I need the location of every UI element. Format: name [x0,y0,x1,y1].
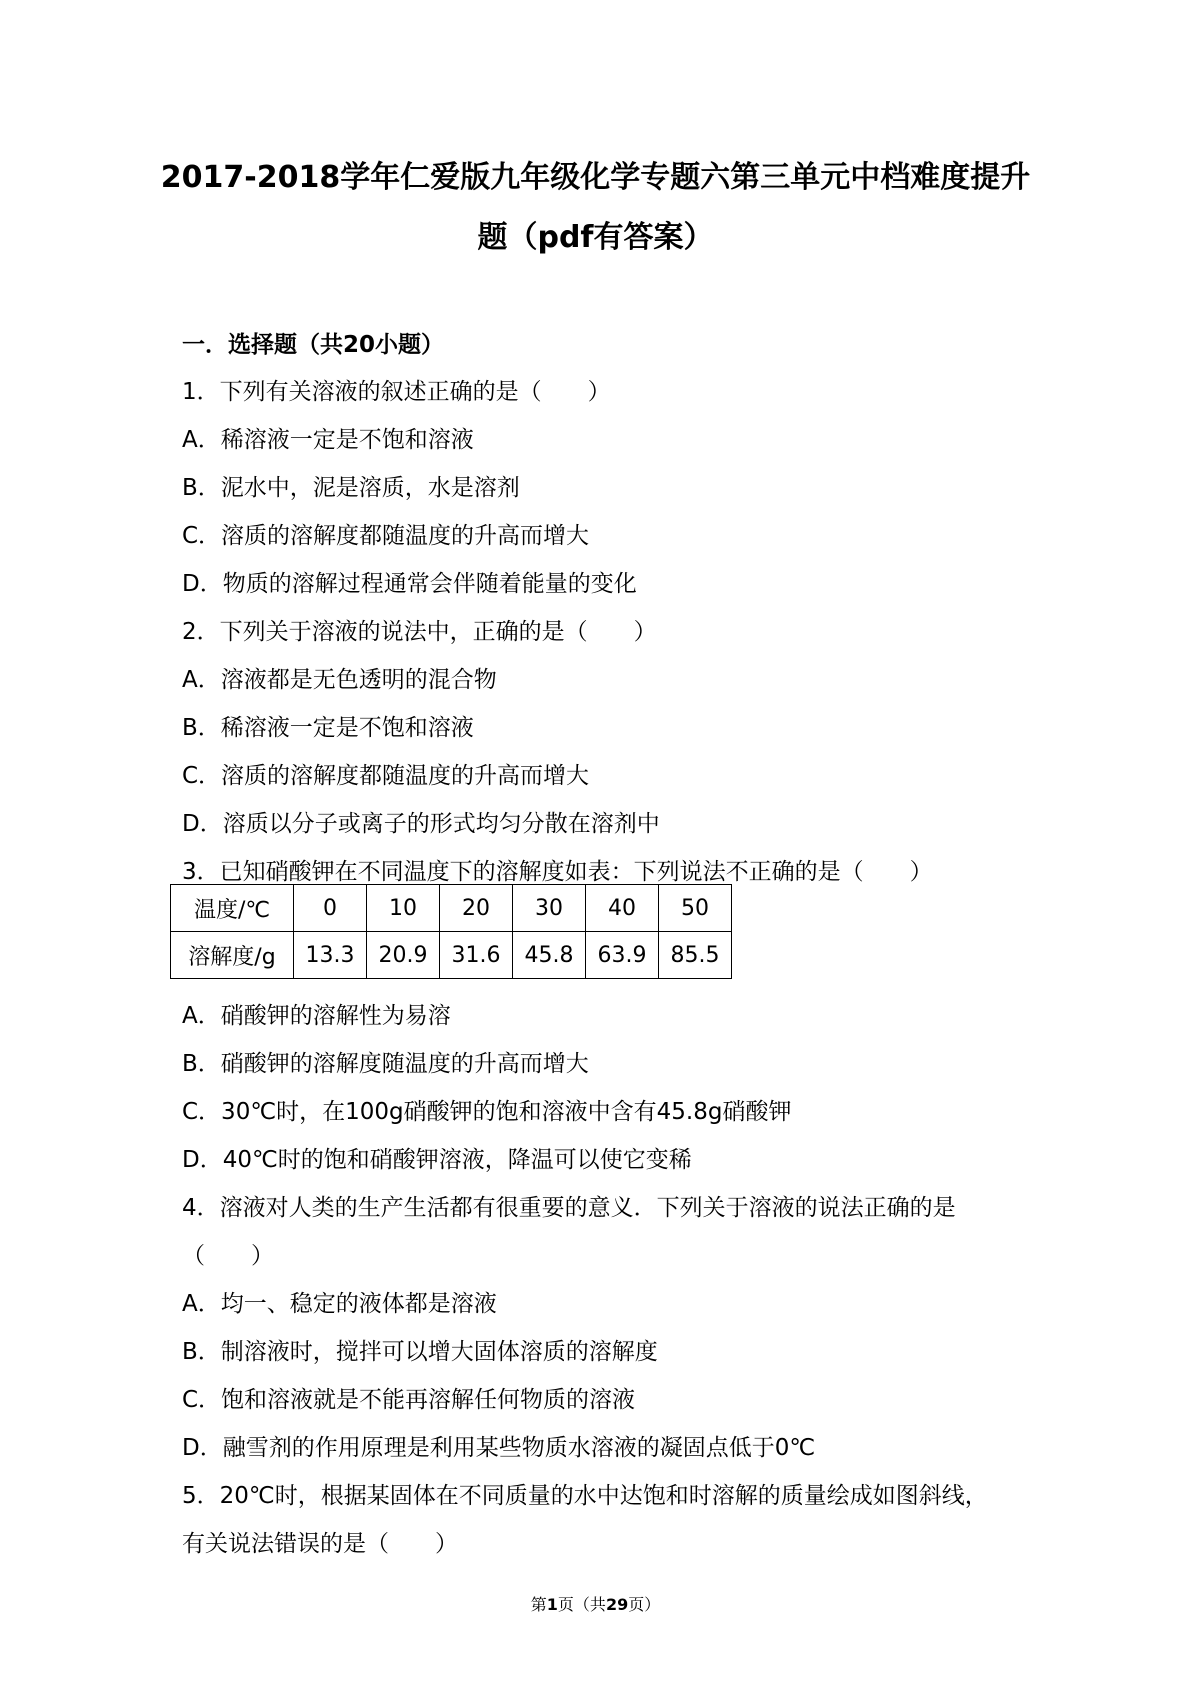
document-title-line-1: 2017-2018学年仁爱版九年级化学专题六第三单元中档难度提升 [160,160,1031,195]
question-3-option-a: A．硝酸钾的溶解性为易溶 [182,1003,451,1029]
footer-suffix: 页） [628,1595,661,1614]
table-header-solubility: 溶解度/g [171,932,294,979]
table-cell: 45.8 [513,932,586,979]
question-4-stem-line-2: （ ） [182,1243,274,1269]
table-cell: 20 [440,885,513,932]
question-3-option-b: B．硝酸钾的溶解度随温度的升高而增大 [182,1051,589,1077]
footer-total-pages: 29 [605,1595,629,1614]
table-cell: 63.9 [586,932,659,979]
question-2-option-a: A．溶液都是无色透明的混合物 [182,667,497,693]
question-2-option-b: B．稀溶液一定是不饱和溶液 [182,715,474,741]
question-3-option-d: D．40℃时的饱和硝酸钾溶液，降温可以使它变稀 [182,1147,692,1173]
document-title-line-2: 题（pdf有答案） [477,220,714,255]
footer-page-number: 1 [546,1595,558,1614]
question-1-option-c: C．溶质的溶解度都随温度的升高而增大 [182,523,590,549]
table-cell: 0 [294,885,367,932]
table-cell: 85.5 [659,932,732,979]
footer-prefix: 第 [530,1595,547,1614]
page-footer [0,1594,1191,1616]
table-row-temperature [171,885,732,932]
question-5-stem-line-1: 5．20℃时，根据某固体在不同质量的水中达饱和时溶解的质量绘成如图斜线， [182,1483,988,1509]
question-5-stem-line-2: 有关说法错误的是（ ） [182,1531,458,1557]
question-1-stem: 1．下列有关溶液的叙述正确的是（ ） [182,379,611,405]
table-cell: 31.6 [440,932,513,979]
question-4-option-c: C．饱和溶液就是不能再溶解任何物质的溶液 [182,1387,636,1413]
footer-middle: 页（共 [557,1595,606,1614]
question-3-stem: 3．已知硝酸钾在不同温度下的溶解度如表：下列说法不正确的是（ ） [182,859,933,885]
question-2-option-c: C．溶质的溶解度都随温度的升高而增大 [182,763,590,789]
question-2-stem: 2．下列关于溶液的说法中，正确的是（ ） [182,619,657,645]
question-4-stem-line-1: 4．溶液对人类的生产生活都有很重要的意义．下列关于溶液的说法正确的是 [182,1195,956,1221]
table-cell: 50 [659,885,732,932]
solubility-table [170,884,732,979]
question-2-option-d: D．溶质以分子或离子的形式均匀分散在溶剂中 [182,811,660,837]
question-4-option-a: A．均一、稳定的液体都是溶液 [182,1291,497,1317]
question-1-option-b: B．泥水中，泥是溶质，水是溶剂 [182,475,520,501]
section-heading: 一．选择题（共20小题） [182,332,445,358]
question-3-option-c: C．30℃时，在100g硝酸钾的饱和溶液中含有45.8g硝酸钾 [182,1099,792,1125]
table-cell: 13.3 [294,932,367,979]
question-1-option-a: A．稀溶液一定是不饱和溶液 [182,427,474,453]
question-4-option-b: B．制溶液时，搅拌可以增大固体溶质的溶解度 [182,1339,658,1365]
table-cell: 20.9 [367,932,440,979]
table-row-solubility [171,932,732,979]
table-cell: 10 [367,885,440,932]
question-4-option-d: D．融雪剂的作用原理是利用某些物质水溶液的凝固点低于0℃ [182,1435,816,1461]
table-cell: 30 [513,885,586,932]
table-header-temperature: 温度/℃ [171,885,294,932]
question-1-option-d: D．物质的溶解过程通常会伴随着能量的变化 [182,571,637,597]
table-cell: 40 [586,885,659,932]
